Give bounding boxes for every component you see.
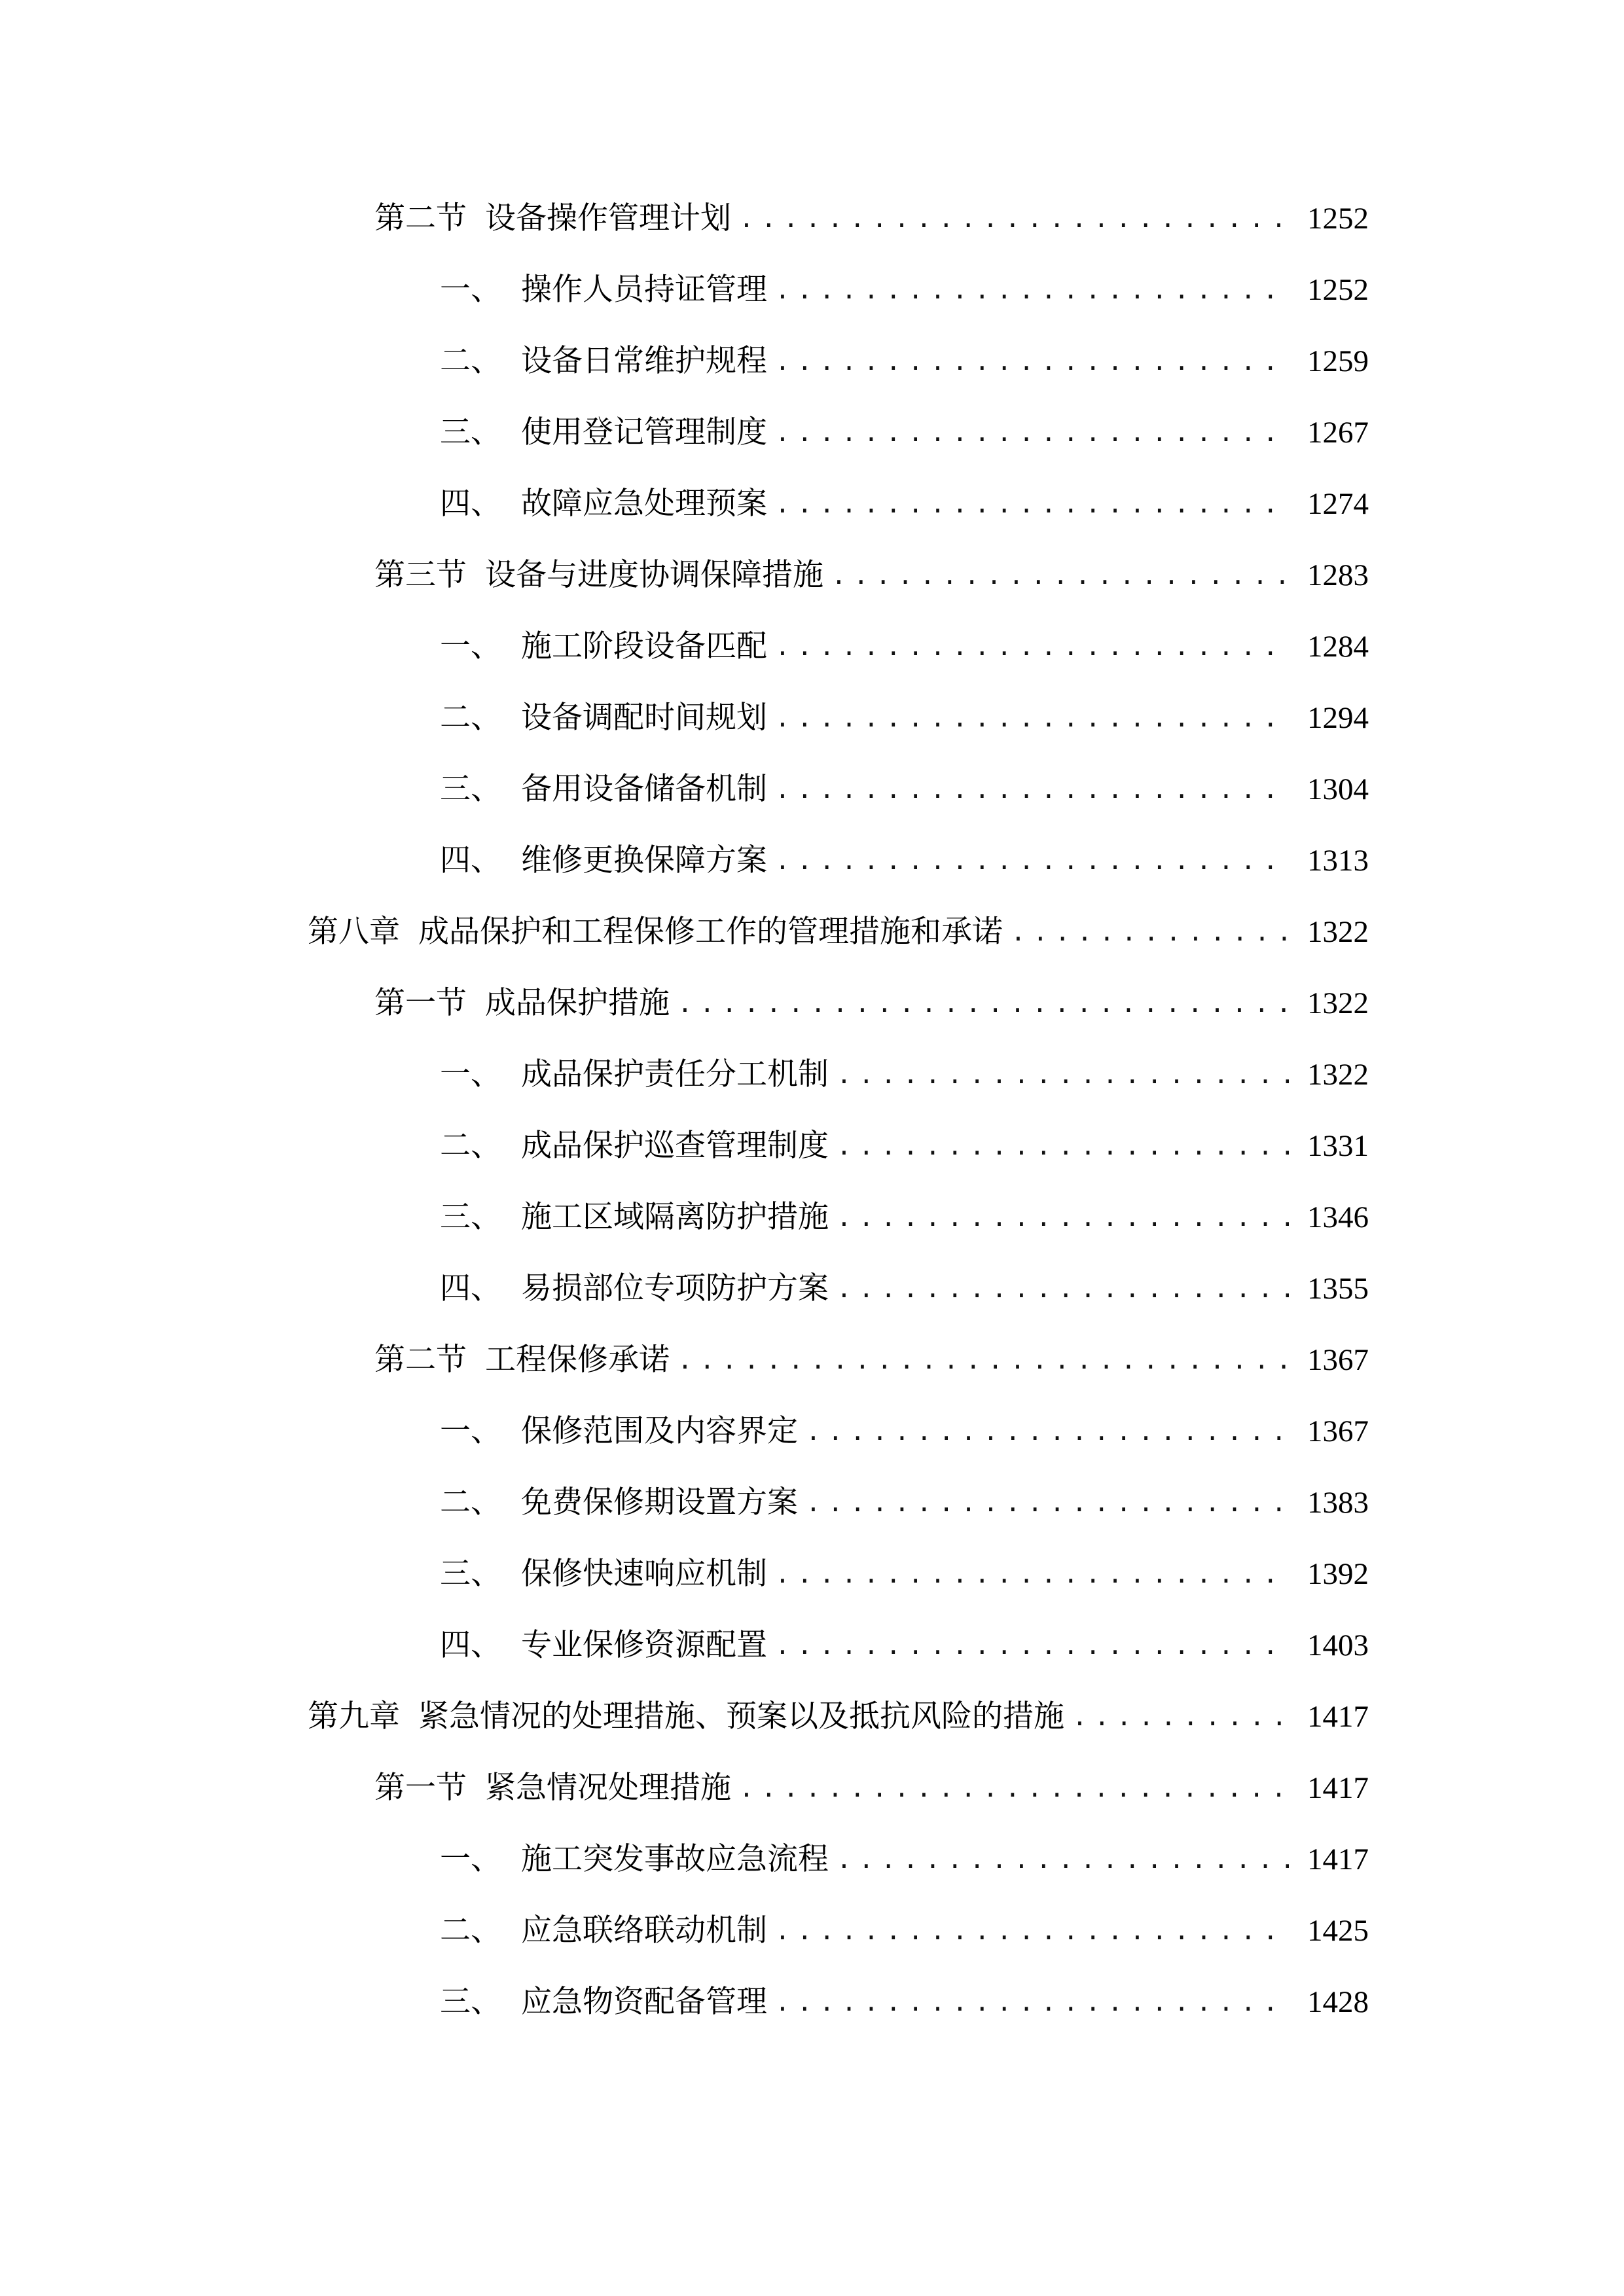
toc-entry-number: 第一节 — [374, 1770, 467, 1806]
toc-dot-leader — [1072, 1691, 1289, 1743]
toc-entry-page: 1322 — [1307, 986, 1369, 1020]
toc-entry-number: 三、 — [440, 1556, 501, 1592]
toc-entry-section[interactable] — [374, 977, 1369, 1030]
toc-entry-item[interactable] — [440, 1263, 1369, 1315]
toc-dot-leader — [739, 192, 1289, 245]
toc-entry-section[interactable] — [374, 192, 1369, 245]
toc-entry-page: 1367 — [1307, 1414, 1369, 1448]
toc-entry-title: 应急联络联动机制 — [521, 1912, 767, 1948]
toc-entry-title: 紧急情况的处理措施、预案以及抵抗风险的措施 — [418, 1698, 1064, 1734]
toc-entry-page: 1383 — [1307, 1486, 1369, 1520]
toc-entry-number: 四、 — [440, 486, 501, 522]
toc-entry-item[interactable] — [440, 692, 1369, 744]
toc-entry-title: 故障应急处理预案 — [521, 486, 767, 522]
toc-entry-number: 一、 — [440, 1056, 501, 1092]
toc-entry-item[interactable] — [440, 1833, 1369, 1886]
toc-entry-number: 第三节 — [374, 557, 467, 593]
toc-entry-title: 设备调配时间规划 — [521, 700, 767, 736]
toc-entry-page: 1283 — [1307, 558, 1369, 592]
toc-entry-page: 1259 — [1307, 344, 1369, 378]
toc-dot-leader — [1011, 906, 1289, 958]
toc-entry-page: 1417 — [1307, 1842, 1369, 1876]
toc-dot-leader — [775, 763, 1289, 816]
toc-entry-item[interactable] — [440, 1619, 1369, 1672]
toc-entry-title: 保修快速响应机制 — [521, 1556, 767, 1592]
toc-dot-leader — [677, 977, 1289, 1030]
toc-entry-item[interactable] — [440, 1191, 1369, 1244]
toc-entry-section[interactable] — [374, 1334, 1369, 1386]
toc-entry-number: 二、 — [440, 700, 501, 736]
toc-entry-page: 1304 — [1307, 772, 1369, 806]
toc-entry-section[interactable] — [374, 1762, 1369, 1814]
toc-dot-leader — [831, 549, 1289, 601]
toc-entry-title: 工程保修承诺 — [485, 1342, 670, 1378]
toc-dot-leader — [837, 1263, 1289, 1315]
toc-dot-leader — [775, 692, 1289, 744]
toc-entry-item[interactable] — [440, 620, 1369, 673]
toc-entry-title: 成品保护责任分工机制 — [521, 1056, 829, 1092]
toc-entry-title: 维修更换保障方案 — [521, 842, 767, 878]
toc-entry-page: 1417 — [1307, 1771, 1369, 1805]
toc-entry-number: 四、 — [440, 1270, 501, 1306]
toc-entry-number: 一、 — [440, 628, 501, 664]
toc-entry-item[interactable] — [440, 763, 1369, 816]
toc-entry-chapter[interactable] — [308, 906, 1369, 958]
toc-entry-item[interactable] — [440, 1120, 1369, 1172]
toc-dot-leader — [806, 1477, 1289, 1529]
toc-entry-page: 1367 — [1307, 1343, 1369, 1377]
toc-entry-number: 第二节 — [374, 1342, 467, 1378]
toc-dot-leader — [837, 1833, 1289, 1886]
toc-dot-leader — [775, 264, 1289, 316]
toc-entry-item[interactable] — [440, 834, 1369, 887]
toc-entry-page: 1294 — [1307, 701, 1369, 735]
toc-entry-page: 1252 — [1307, 202, 1369, 236]
toc-entry-title: 免费保修期设置方案 — [521, 1484, 798, 1520]
toc-entry-page: 1425 — [1307, 1914, 1369, 1948]
toc-entry-title: 保修范围及内容界定 — [521, 1413, 798, 1449]
toc-dot-leader — [775, 478, 1289, 530]
toc-entry-title: 施工阶段设备匹配 — [521, 628, 767, 664]
toc-dot-leader — [775, 335, 1289, 387]
toc-entry-page: 1392 — [1307, 1557, 1369, 1591]
toc-entry-title: 操作人员持证管理 — [521, 272, 767, 308]
toc-entry-number: 第九章 — [308, 1698, 400, 1734]
toc-entry-number: 四、 — [440, 1627, 501, 1663]
toc-entry-title: 设备与进度协调保障措施 — [485, 557, 823, 593]
toc-entry-title: 使用登记管理制度 — [521, 414, 767, 450]
toc-entry-title: 施工区域隔离防护措施 — [521, 1199, 829, 1235]
toc-entry-item[interactable] — [440, 1548, 1369, 1600]
toc-dot-leader — [775, 1548, 1289, 1600]
toc-dot-leader — [837, 1049, 1289, 1101]
toc-entry-number: 二、 — [440, 1128, 501, 1164]
toc-entry-chapter[interactable] — [308, 1691, 1369, 1743]
toc-dot-leader — [806, 1405, 1289, 1458]
toc-entry-number: 一、 — [440, 1841, 501, 1877]
toc-entry-title: 易损部位专项防护方案 — [521, 1270, 829, 1306]
toc-entry-item[interactable] — [440, 1976, 1369, 2028]
toc-dot-leader — [775, 406, 1289, 459]
toc-entry-number: 三、 — [440, 1984, 501, 2020]
toc-entry-title: 成品保护和工程保修工作的管理措施和承诺 — [418, 914, 1003, 950]
toc-entry-number: 三、 — [440, 414, 501, 450]
toc-entry-number: 第一节 — [374, 985, 467, 1021]
toc-dot-leader — [677, 1334, 1289, 1386]
toc-entry-title: 紧急情况处理措施 — [485, 1770, 731, 1806]
toc-entry-page: 1274 — [1307, 487, 1369, 521]
toc-entry-title: 专业保修资源配置 — [521, 1627, 767, 1663]
toc-entry-page: 1322 — [1307, 1058, 1369, 1092]
toc-entry-item[interactable] — [440, 335, 1369, 387]
toc-entry-page: 1252 — [1307, 273, 1369, 307]
toc-entry-item[interactable] — [440, 478, 1369, 530]
toc-entry-item[interactable] — [440, 1905, 1369, 1957]
toc-entry-page: 1267 — [1307, 416, 1369, 450]
toc-entry-item[interactable] — [440, 264, 1369, 316]
toc-dot-leader — [775, 1905, 1289, 1957]
toc-entry-page: 1403 — [1307, 1628, 1369, 1662]
toc-entry-title: 成品保护措施 — [485, 985, 670, 1021]
toc-entry-page: 1313 — [1307, 844, 1369, 878]
toc-entry-section[interactable] — [374, 549, 1369, 601]
toc-dot-leader — [837, 1191, 1289, 1244]
toc-entry-page: 1284 — [1307, 630, 1369, 664]
toc-entry-page: 1346 — [1307, 1200, 1369, 1234]
toc-entry-title: 设备日常维护规程 — [521, 343, 767, 379]
toc-dot-leader — [837, 1120, 1289, 1172]
toc-entry-number: 第二节 — [374, 200, 467, 236]
toc-entry-page: 1331 — [1307, 1129, 1369, 1163]
toc-dot-leader — [739, 1762, 1289, 1814]
toc-entry-item[interactable] — [440, 1405, 1369, 1458]
toc-entry-item[interactable] — [440, 1049, 1369, 1101]
toc-entry-title: 成品保护巡查管理制度 — [521, 1128, 829, 1164]
toc-entry-number: 一、 — [440, 272, 501, 308]
toc-entry-title: 应急物资配备管理 — [521, 1984, 767, 2020]
toc-entry-page: 1355 — [1307, 1272, 1369, 1306]
toc-entry-number: 四、 — [440, 842, 501, 878]
toc-entry-number: 二、 — [440, 1912, 501, 1948]
toc-entry-number: 三、 — [440, 771, 501, 807]
toc-dot-leader — [775, 620, 1289, 673]
toc-entry-number: 二、 — [440, 1484, 501, 1520]
toc-entry-page: 1417 — [1307, 1700, 1369, 1734]
toc-entry-number: 第八章 — [308, 914, 400, 950]
toc-entry-item[interactable] — [440, 406, 1369, 459]
toc-entry-title: 备用设备储备机制 — [521, 771, 767, 807]
toc-entry-number: 二、 — [440, 343, 501, 379]
toc-entry-page: 1428 — [1307, 1985, 1369, 2019]
toc-entry-item[interactable] — [440, 1477, 1369, 1529]
toc-entry-title: 施工突发事故应急流程 — [521, 1841, 829, 1877]
toc-entry-number: 三、 — [440, 1199, 501, 1235]
toc-entry-page: 1322 — [1307, 915, 1369, 949]
toc-dot-leader — [775, 1976, 1289, 2028]
toc-dot-leader — [775, 1619, 1289, 1672]
toc-dot-leader — [775, 834, 1289, 887]
toc-entry-title: 设备操作管理计划 — [485, 200, 731, 236]
toc-entry-number: 一、 — [440, 1413, 501, 1449]
